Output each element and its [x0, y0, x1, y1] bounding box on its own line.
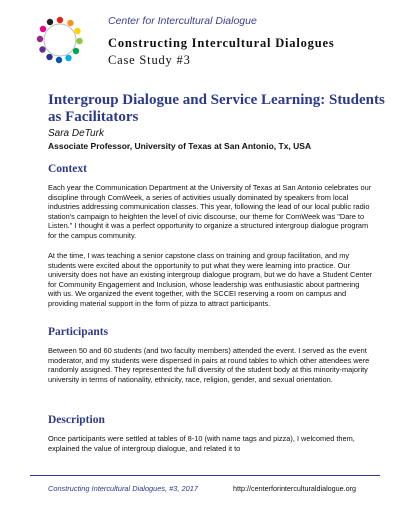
footer-url-link[interactable]: http://centerforinterculturaldialogue.org — [233, 484, 357, 493]
author-name: Sara DeTurk — [48, 128, 104, 139]
footer-divider — [30, 475, 380, 476]
case-study-number: Case Study #3 — [108, 53, 191, 67]
paragraph-context-2: At the time, I was teaching a senior capstone class on training and group facilitation, and my students were excited about the opportunity to put what they were learning into practice. Our university does not have an existing intergroup dialogue program, but we do have a Student Center for Community Engagement and Inclusion, whose leadership was enthusiastic about partnering with us. We organized the event together, with the SCCEI reserving a room on campus and providing material support in the form of pizza to attract participants. — [48, 251, 373, 308]
footer-citation: Constructing Intercultural Dialogues, #3, 2017 — [48, 484, 198, 493]
section-heading-description: Description — [48, 414, 105, 426]
series-title: Constructing Intercultural Dialogues — [108, 36, 335, 50]
section-heading-participants: Participants — [48, 326, 109, 338]
author-affiliation: Associate Professor, University of Texas at San Antonio, Tx, USA — [48, 141, 312, 151]
section-heading-context: Context — [48, 163, 87, 175]
center-logo-icon — [34, 14, 86, 66]
paragraph-context-1: Each year the Communication Department at the University of Texas at San Antonio celebrates our discipline through ComWeek, a series of activities usually dominated by speakers from local industries addressing communication classes. This year, following the lead of our local public radio station's campaign to heighten the level of civic discourse, our theme for ComWeek was "Dare to Listen." I thought it was a perfect opportunity to organize a structured intergroup dialogue program for the campus community. — [48, 183, 372, 240]
paragraph-description-1: Once participants were settled at tables of 8-10 (with name tags and pizza), I welcomed them, explained the value of intergroup dialogue, and related it to — [48, 434, 355, 453]
article-title: Intergroup Dialogue and Service Learning: Students as Facilitators — [48, 92, 385, 125]
paragraph-participants-1: Between 50 and 60 students (and two faculty members) attended the event. I served as the event moderator, and my students were dispersed in pairs at round tables to which other attendees were randomly assigned. They represented the full diversity of the student body at this minority-majority university in terms of nationality, ethnicity, race, religion, gender, and sexual orientation. — [48, 346, 370, 384]
organization-name: Center for Intercultural Dialogue — [108, 15, 257, 27]
